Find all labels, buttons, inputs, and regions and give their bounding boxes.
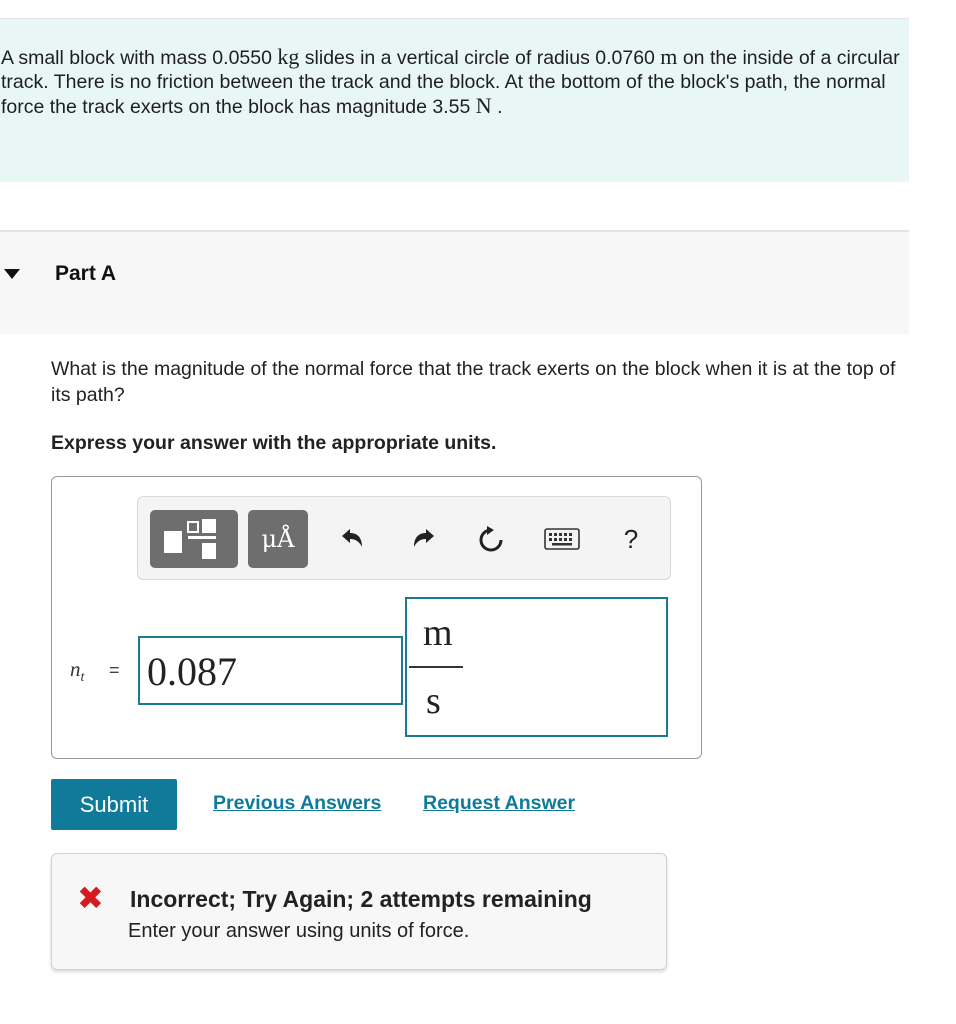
templates-icon xyxy=(150,510,238,568)
undo-button[interactable] xyxy=(334,521,370,557)
templates-button[interactable] xyxy=(150,510,238,568)
math-toolbar xyxy=(137,496,671,580)
force-unit: N xyxy=(475,93,492,118)
collapse-triangle-icon[interactable] xyxy=(4,269,20,279)
submit-button[interactable]: Submit xyxy=(51,779,177,830)
variable-subscript: t xyxy=(80,670,85,686)
unit-denominator[interactable]: s xyxy=(426,680,441,722)
problem-text: A small block with mass 0.0550 xyxy=(1,47,278,69)
unit-numerator[interactable]: m xyxy=(423,612,453,654)
keyboard-icon xyxy=(544,528,580,550)
undo-icon xyxy=(339,527,365,551)
problem-text: on the inside of a circular track. There is no friction between the track and the block. At the bottom of the block's path, the normal force the track exerts on the block has magnitude 3.55 xyxy=(1,47,900,118)
answer-unit-input[interactable] xyxy=(405,597,668,737)
part-title: Part A xyxy=(55,262,117,285)
reset-icon xyxy=(477,525,505,553)
answer-panel xyxy=(51,476,702,759)
previous-answers-link[interactable]: Previous Answers xyxy=(213,792,382,814)
part-a-header[interactable] xyxy=(0,230,909,334)
feedback-box xyxy=(51,853,667,970)
help-icon: ? xyxy=(623,523,639,554)
problem-text: . xyxy=(491,96,503,118)
incorrect-x-icon: ✖ xyxy=(77,880,104,916)
request-answer-link[interactable]: Request Answer xyxy=(423,792,576,814)
fraction-bar xyxy=(409,666,463,668)
answer-value-input[interactable]: 0.087 xyxy=(138,636,403,705)
feedback-detail: Enter your answer using units of force. xyxy=(128,920,470,942)
feedback-title: Incorrect; Try Again; 2 attempts remaining xyxy=(130,886,592,912)
equals-sign: = xyxy=(109,660,120,680)
question-text: What is the magnitude of the normal force that the track exerts on the block when it is at the top of its path? xyxy=(51,358,896,406)
units-button[interactable] xyxy=(248,510,308,568)
problem-text: slides in a vertical circle of radius 0.0760 xyxy=(299,47,661,69)
radius-unit: m xyxy=(660,44,678,69)
reset-button[interactable] xyxy=(473,521,509,557)
redo-icon xyxy=(411,527,437,551)
answer-variable xyxy=(70,657,84,686)
problem-statement xyxy=(0,18,909,182)
answer-instruction: Express your answer with the appropriate units. xyxy=(51,432,497,454)
mass-unit: kg xyxy=(277,44,300,69)
units-icon: μÅ xyxy=(261,525,295,553)
help-button[interactable] xyxy=(613,521,649,557)
keyboard-button[interactable] xyxy=(542,521,582,557)
redo-button[interactable] xyxy=(406,521,442,557)
variable-symbol: n xyxy=(70,657,81,681)
